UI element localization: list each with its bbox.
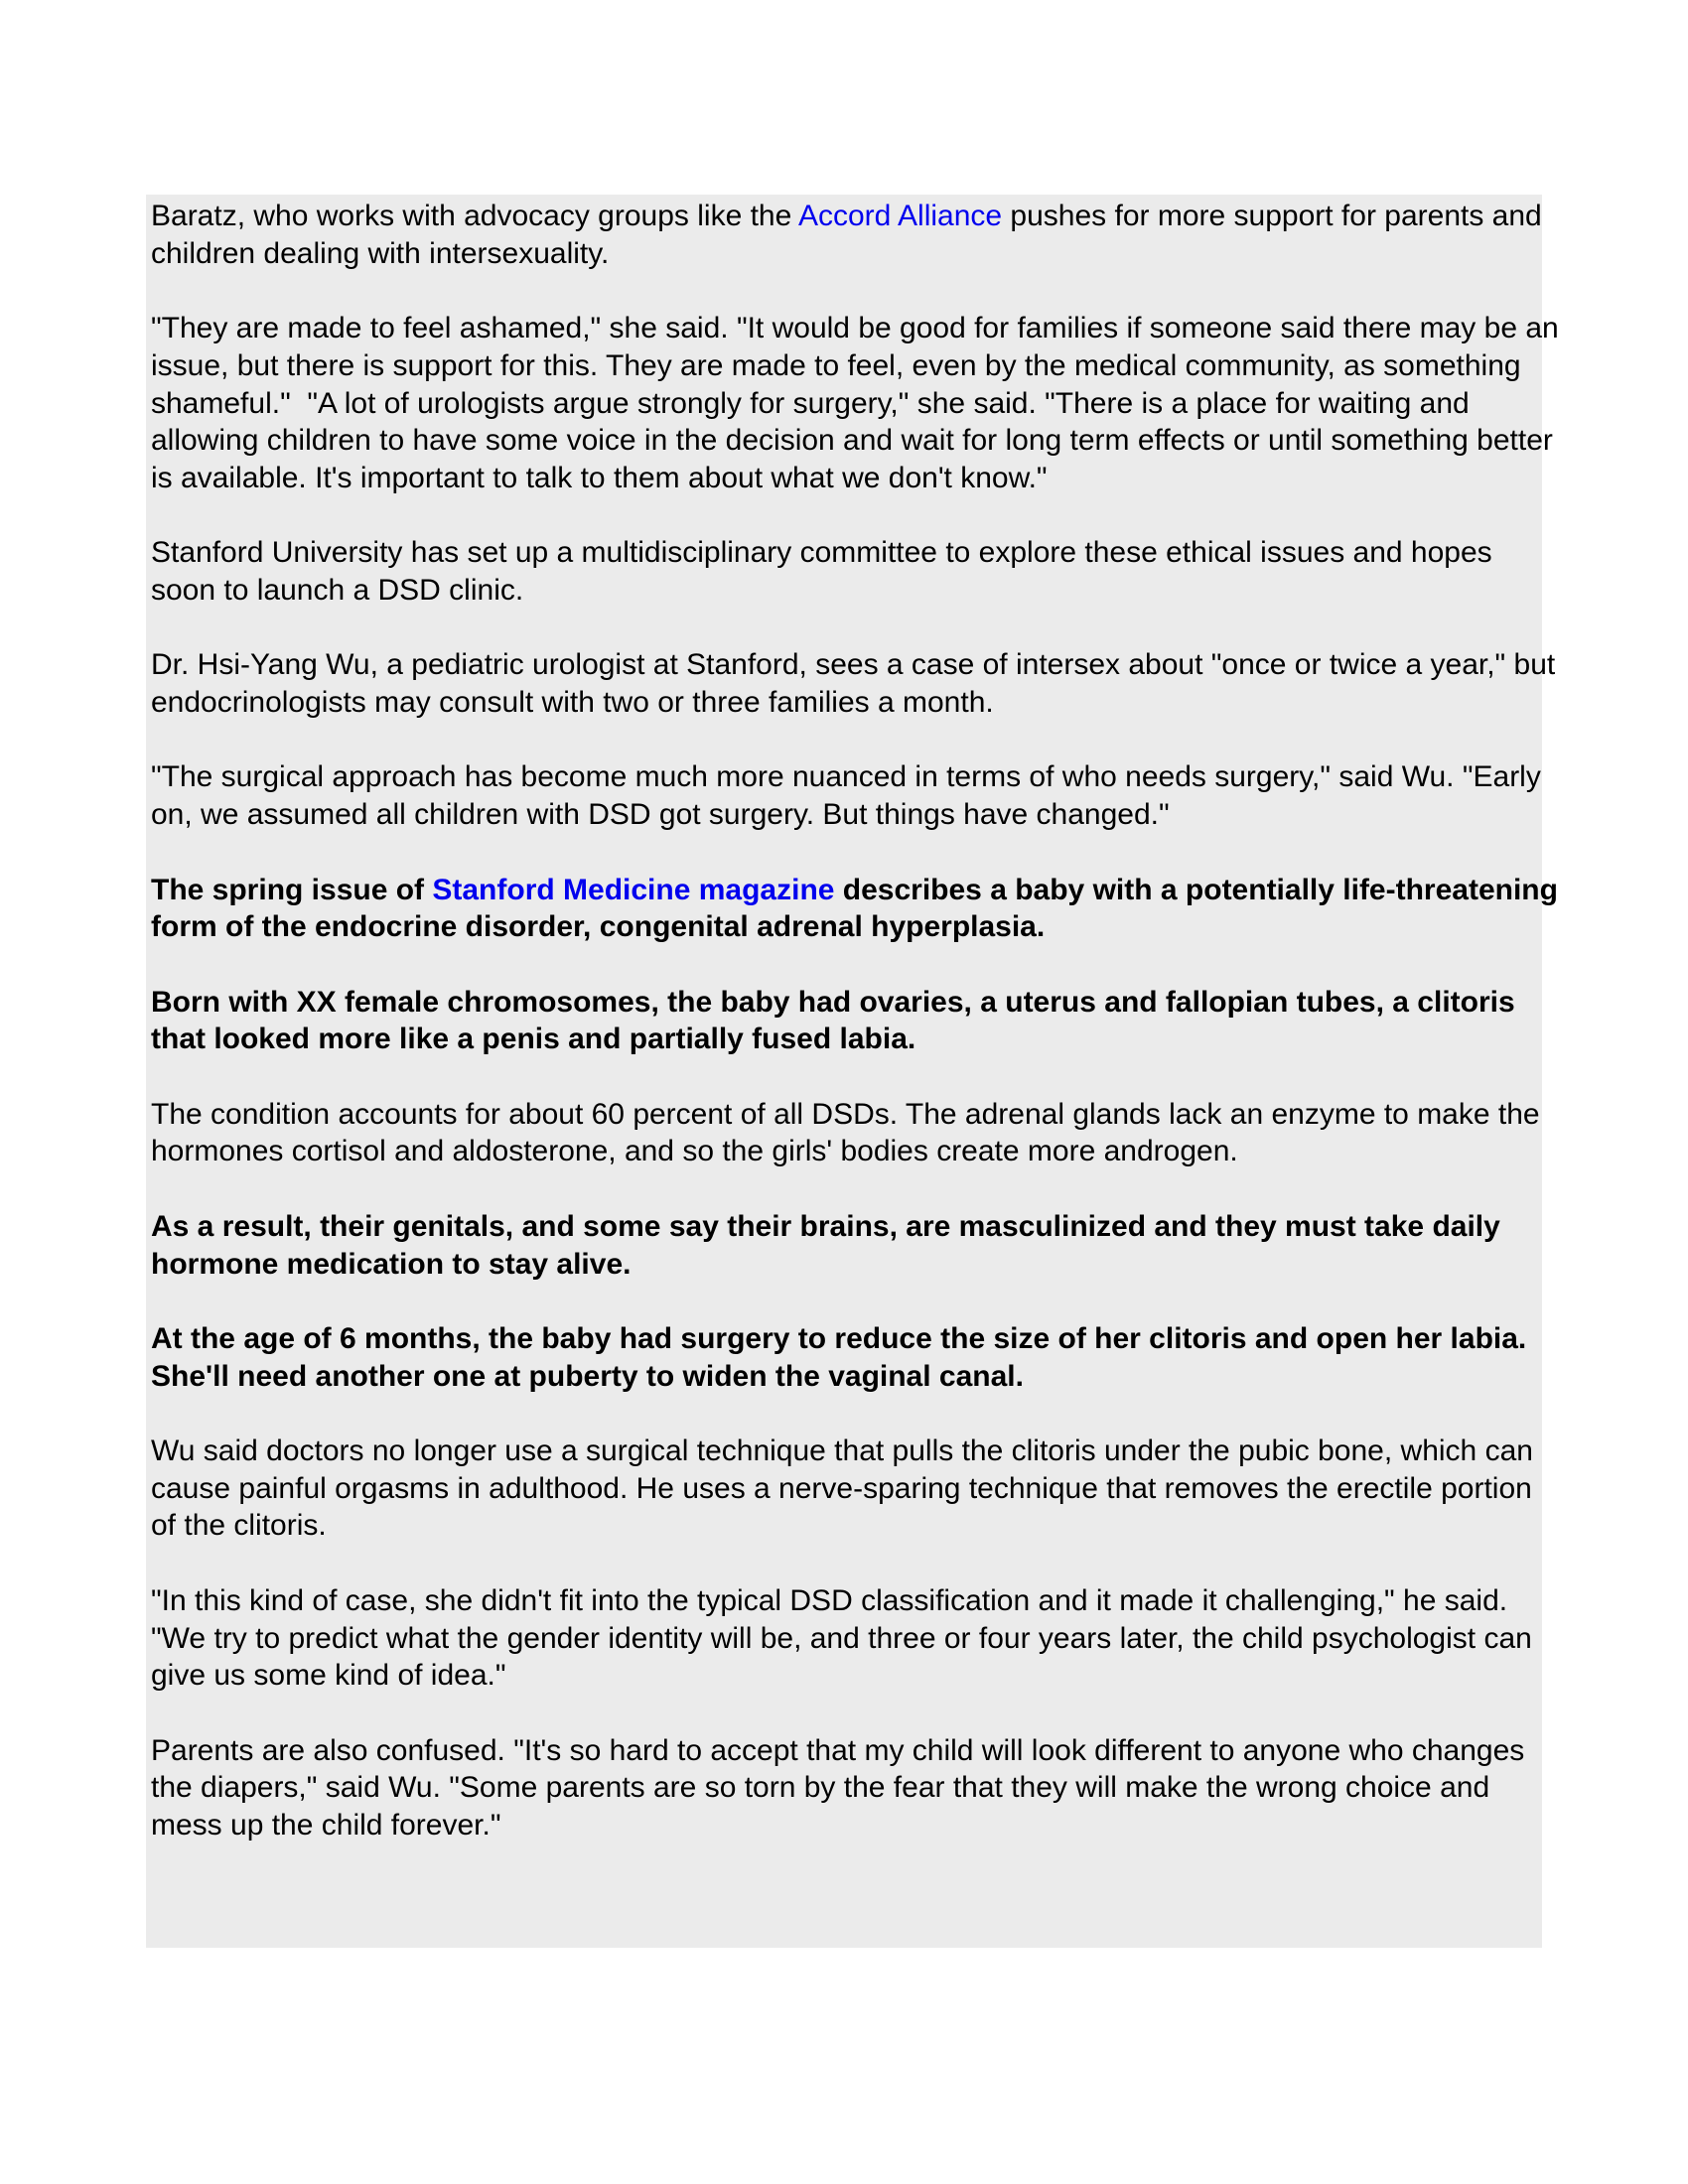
paragraph bbox=[151, 1208, 1561, 1283]
text-run: Born with XX female chromosomes, the baby had ovaries, a uterus and fallopian tubes, a clitoris that looked more like a penis and partially fused labia. bbox=[151, 985, 1524, 1056]
paragraph bbox=[151, 1433, 1561, 1545]
link-stanford-medicine-magazine[interactable]: Stanford Medicine magazine bbox=[432, 873, 835, 906]
paragraph bbox=[151, 984, 1561, 1058]
text-run: Baratz, who works with advocacy groups like the bbox=[151, 200, 798, 232]
paragraph bbox=[151, 1320, 1561, 1395]
paragraph bbox=[151, 1582, 1561, 1695]
text-run: Parents are also confused. "It's so hard to accept that my child will look different to anyone who changes the diapers," said Wu. "Some parents are so torn by the fear that they will make the wrong choice and mess up the child forever." bbox=[151, 1733, 1533, 1843]
paragraph bbox=[151, 310, 1568, 497]
text-run: "The surgical approach has become much more nuanced in terms of who needs surgery," said Wu. "Early on, we assumed all children with DSD got surgery. But things have changed." bbox=[151, 760, 1550, 832]
text-run: The spring issue of bbox=[151, 873, 433, 906]
text-run: pushes for more support for parents and children dealing with intersexuality. bbox=[151, 200, 1551, 270]
paragraph bbox=[151, 1096, 1561, 1170]
text-run: Stanford University has set up a multidisciplinary committee to explore these ethical issues and hopes soon to launch a DSD clinic. bbox=[151, 536, 1501, 607]
paragraph bbox=[151, 534, 1561, 609]
article-text-block bbox=[146, 195, 1568, 1948]
paragraph bbox=[151, 198, 1561, 272]
text-run: The condition accounts for about 60 percent of all DSDs. The adrenal glands lack an enzyme to make the hormones cortisol and aldosterone, and so the girls' bodies create more androgen. bbox=[151, 1097, 1548, 1168]
text-run: describes a baby with a potentially life-threatening form of the endocrine disorder, congenital adrenal hyperplasia. bbox=[151, 873, 1567, 944]
text-run: At the age of 6 months, the baby had surgery to reduce the size of her clitoris and open her labia. She'll need another one at puberty to widen the vaginal canal. bbox=[151, 1321, 1535, 1393]
text-run: "In this kind of case, she didn't fit into the typical DSD classification and it made it challenging," he said. "We try to predict what the gender identity will be, and three or four years later, the child psychologist can give us some kind of idea." bbox=[151, 1583, 1541, 1693]
paragraph bbox=[151, 646, 1564, 721]
paragraph bbox=[151, 758, 1561, 833]
text-run: "They are made to feel ashamed," she said. "It would be good for families if someone said there may be an issue, but there is support for this. They are made to feel, even by the medical community, as something shameful." "A lot of urologists argue strongly for surgery," she said. "There is a place for waiting and allowing children to have some voice in the decision and wait for long term effects or until something better is available. It's important to talk to them about what we don't know." bbox=[151, 312, 1568, 494]
article-text-content bbox=[151, 198, 1568, 1844]
text-run: Dr. Hsi-Yang Wu, a pediatric urologist at Stanford, sees a case of intersex about "once or twice a year," but endocrinologists may consult with two or three families a month. bbox=[151, 648, 1564, 720]
paragraph bbox=[151, 1732, 1561, 1844]
link-accord-alliance[interactable]: Accord Alliance bbox=[797, 200, 1003, 232]
text-run: As a result, their genitals, and some say their brains, are masculinized and they must take daily hormone medication to stay alive. bbox=[151, 1209, 1509, 1281]
text-run: Wu said doctors no longer use a surgical technique that pulls the clitoris under the pubic bone, which can cause painful orgasms in adulthood. He uses a nerve-sparing technique that removes the erectile portion of the clitoris. bbox=[151, 1434, 1542, 1543]
paragraph bbox=[151, 872, 1567, 946]
